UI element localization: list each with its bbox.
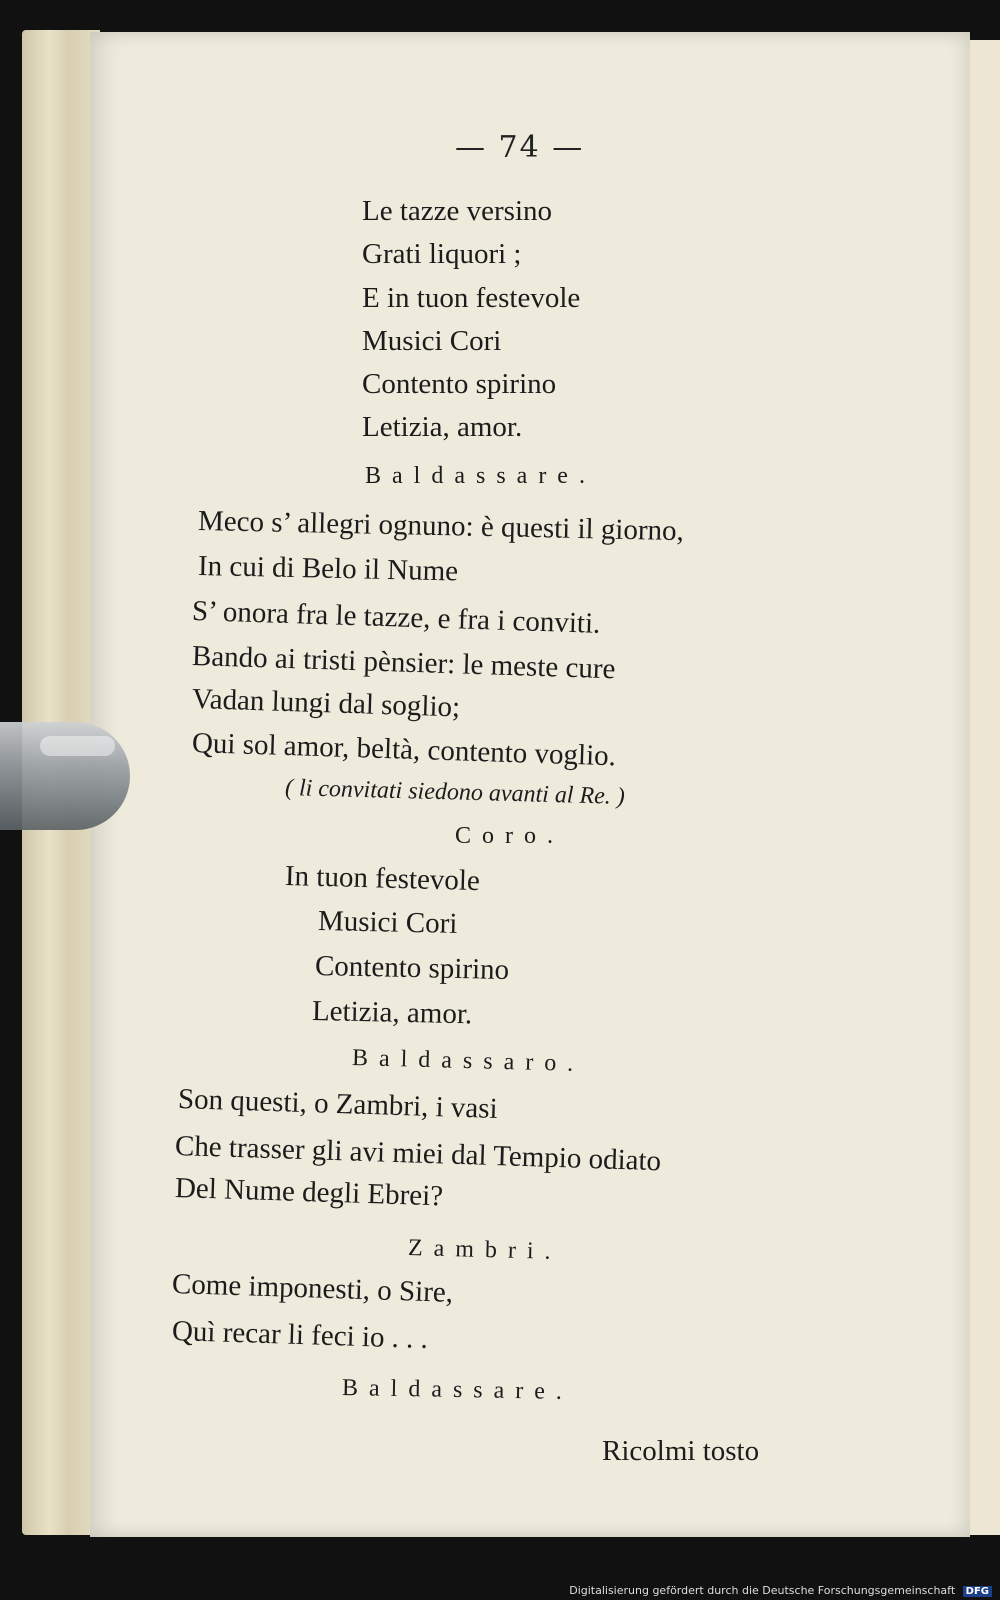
- text-line: Vadan lungi dal soglio;: [191, 683, 461, 724]
- stage-direction: ( li convitati siedono avanti al Re. ): [284, 775, 626, 810]
- text-line: Qui sol amor, beltà, contento voglio.: [191, 727, 617, 773]
- text-line: Le tazze versino: [362, 195, 553, 227]
- text-line: Contento spirino: [362, 368, 557, 400]
- text-line: Son questi, o Zambri, i vasi: [177, 1083, 499, 1126]
- text-line: Contento spirino: [314, 950, 510, 987]
- text-line: Come imponesti, o Sire,: [171, 1268, 454, 1309]
- text-line: Quì recar li feci io . . .: [171, 1315, 429, 1356]
- page-right-edge: [970, 40, 1000, 1535]
- digitization-credit: [569, 1584, 992, 1597]
- speaker-name: Coro.: [455, 823, 564, 849]
- credit-text: Digitalisierung gefördert durch die Deutsche Forschungsgemeinschaft: [569, 1584, 956, 1597]
- text-line: S’ onora fra le tazze, e fra i conviti.: [191, 595, 601, 640]
- text-line: Grati liquori ;: [362, 238, 522, 270]
- speaker-name: Baldassare.: [365, 463, 596, 489]
- page-number: — 74 —: [455, 130, 585, 165]
- speaker-name: Zambri.: [407, 1235, 562, 1266]
- text-line: Del Nume degli Ebrei?: [174, 1172, 444, 1213]
- text-line: In tuon festevole: [284, 860, 481, 898]
- text-line: Musici Cori: [317, 905, 458, 940]
- text-line: E in tuon festevole: [362, 282, 581, 314]
- text-line: Che trasser gli avi miei dal Tempio odiato: [174, 1130, 662, 1178]
- text-line: Bando ai tristi pènsier: le meste cure: [191, 640, 616, 686]
- dfg-logo: DFG: [963, 1586, 992, 1597]
- text-line: Letizia, amor.: [311, 995, 473, 1031]
- text-line: Ricolmi tosto: [602, 1435, 760, 1467]
- speaker-name: Baldassaro.: [351, 1045, 585, 1078]
- text-line: Letizia, amor.: [362, 411, 523, 443]
- text-line: Meco s’ allegri ognuno: è questi il giorno,: [197, 505, 685, 548]
- clip-highlight: [40, 736, 115, 756]
- text-line: Musici Cori: [362, 325, 502, 357]
- text-line: In cui di Belo il Nume: [197, 550, 459, 588]
- speaker-name: Baldassare.: [341, 1375, 574, 1406]
